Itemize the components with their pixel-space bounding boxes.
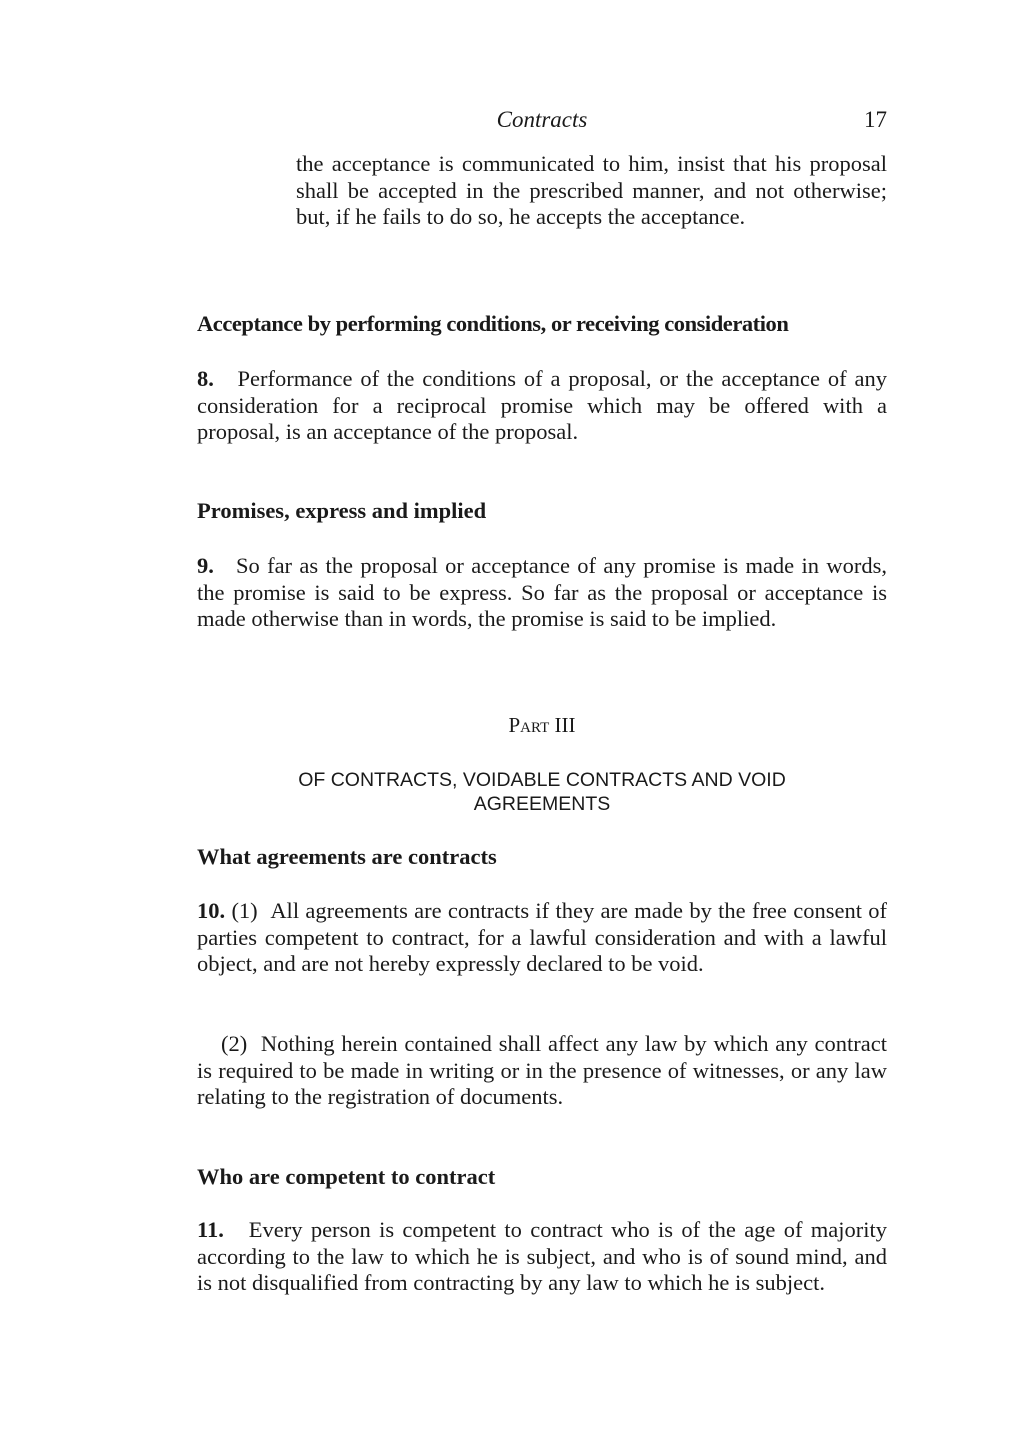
section-11-text: Every person is competent to contract who is of the age of majority according to the law to which he is subject, and who is of sound mind, and is not disqualified from contracting by any law to which he is subject.: [197, 1217, 887, 1295]
section-10-sub1-label: (1): [231, 898, 258, 923]
part-title-line-1: OF CONTRACTS, VOIDABLE CONTRACTS AND VOID: [298, 769, 786, 791]
section-9-paragraph: [197, 553, 887, 633]
section-10-sub1-text: All agreements are contracts if they are made by the free consent of parties competent to contract, for a lawful consideration and with a lawful object, and are not hereby expressly declared to be void.: [197, 898, 888, 976]
continuation-paragraph: the acceptance is communicated to him, insist that his proposal shall be accepted in the prescribed manner, and not otherwise; but, if he fails to do so, he accepts the acceptance.: [296, 151, 887, 229]
section-8-text: Performance of the conditions of a proposal, or the acceptance of any consideration for a reciprocal promise which may be offered with a proposal, is an acceptance of the proposal.: [197, 366, 887, 444]
section-10-heading: What agreements are contracts: [197, 844, 497, 869]
part-title-line-2: AGREEMENTS: [473, 793, 611, 815]
section-8-number: 8.: [197, 366, 214, 391]
section-10-subsection-2: [197, 1031, 887, 1111]
section-9-heading: Promises, express and implied: [197, 498, 487, 523]
page-number: 17: [864, 107, 887, 132]
document-page: [197, 0, 887, 1455]
section-10-sub2-label: (2): [221, 1031, 248, 1056]
part-label: [197, 712, 887, 739]
section-11-heading: Who are competent to contract: [197, 1164, 496, 1189]
running-header: [197, 107, 887, 137]
section-10-sub2-text: Nothing herein contained shall affect any law by which any contract is required to be made in writing or in the presence of witnesses, or any law relating to the registration of documents.: [197, 1031, 887, 1109]
section-8-paragraph: [197, 366, 887, 446]
section-8-heading: Acceptance by performing conditions, or receiving consideration: [197, 311, 789, 336]
part-numeral: III: [554, 713, 576, 737]
section-9-text: So far as the proposal or acceptance of any promise is made in words, the promise is said to be express. So far as the proposal or acceptance is made otherwise than in words, the promise is said to be implied.: [197, 553, 887, 631]
section-11-paragraph: [197, 1217, 887, 1297]
running-title: Contracts: [496, 107, 588, 132]
section-9-number: 9.: [197, 553, 214, 578]
section-10-subsection-1: [197, 898, 887, 978]
part-word: Part: [508, 713, 550, 737]
section-11-number: 11.: [197, 1217, 224, 1242]
part-title: [197, 768, 887, 816]
section-10-number: 10.: [197, 898, 226, 923]
